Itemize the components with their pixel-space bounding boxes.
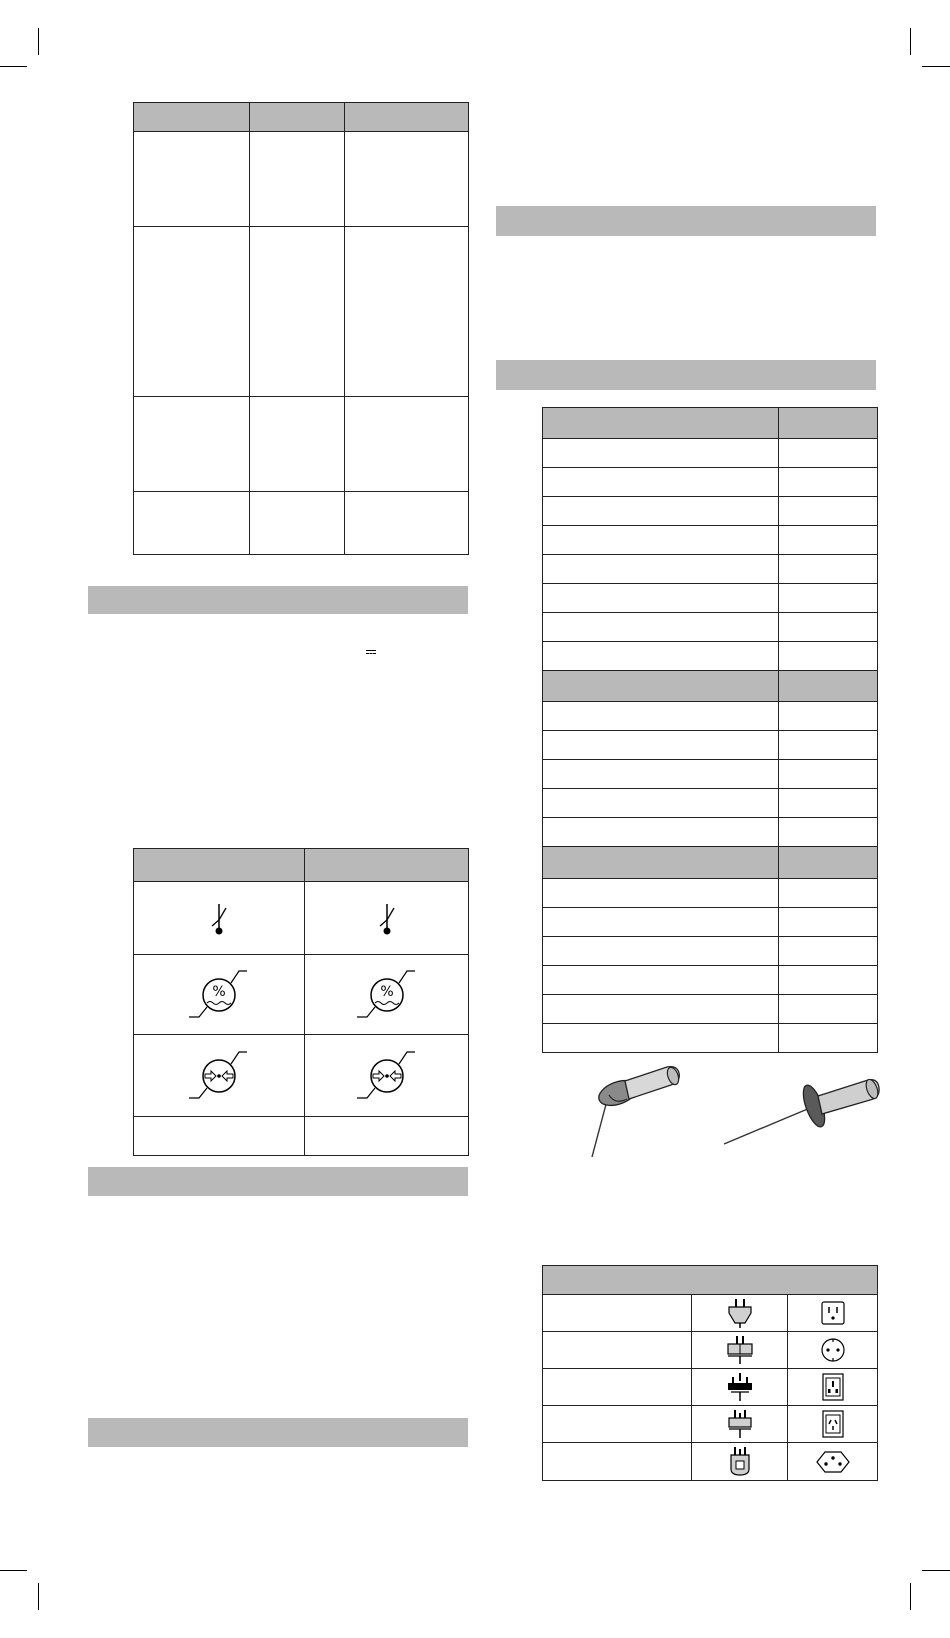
crop-mark xyxy=(922,1570,950,1571)
crop-mark xyxy=(0,1570,27,1571)
section-heading-band xyxy=(496,360,876,390)
table-row xyxy=(134,397,250,492)
spec-table-1 xyxy=(133,102,469,555)
table-row xyxy=(543,497,779,526)
plug-socket-table xyxy=(542,1265,878,1481)
table-row xyxy=(543,1295,692,1332)
svg-text:%: % xyxy=(212,983,226,1000)
section-heading-band xyxy=(88,1418,468,1447)
table-row xyxy=(543,760,779,789)
table-row xyxy=(543,526,779,555)
thermometer-probe-long xyxy=(722,1072,880,1147)
crop-mark xyxy=(910,1583,911,1610)
socket-type-g-icon xyxy=(820,1372,846,1402)
temperature-limit-icon xyxy=(199,898,239,938)
socket-type-c-icon xyxy=(819,1336,847,1364)
table-row xyxy=(134,882,305,955)
plug-type-g-icon xyxy=(725,1371,755,1403)
crop-mark xyxy=(38,1583,39,1610)
table-row xyxy=(543,1369,692,1406)
table-row xyxy=(543,1332,692,1369)
table-row xyxy=(543,1406,692,1443)
table-row xyxy=(134,227,250,397)
table-row xyxy=(543,731,779,760)
plug-type-i-icon xyxy=(725,1408,755,1440)
table-row xyxy=(543,789,779,818)
crop-mark xyxy=(910,28,911,55)
table-row xyxy=(543,468,779,497)
table-row xyxy=(543,1443,692,1481)
table-row xyxy=(543,584,779,613)
table-row xyxy=(543,702,779,731)
thermometer-probe-short xyxy=(585,1065,685,1160)
section-heading-band xyxy=(496,206,876,236)
table-row xyxy=(543,613,779,642)
pressure-limit-icon xyxy=(349,1048,425,1104)
parts-table xyxy=(542,407,878,1053)
humidity-limit-icon xyxy=(181,967,257,1023)
temperature-limit-icon xyxy=(367,898,407,938)
plug-type-c-icon xyxy=(725,1334,755,1366)
table-row xyxy=(543,879,779,908)
table-row xyxy=(543,908,779,937)
crop-mark xyxy=(38,28,39,55)
crop-mark xyxy=(0,66,27,67)
plug-socket-table-header xyxy=(543,1266,878,1295)
spec-table-1-header xyxy=(134,103,250,132)
socket-type-n-icon xyxy=(815,1449,851,1475)
plug-type-a-icon xyxy=(725,1297,755,1329)
table-row xyxy=(543,1024,779,1053)
table-row xyxy=(543,555,779,584)
table-row xyxy=(134,492,250,555)
socket-type-i-icon xyxy=(820,1409,846,1439)
direct-current-icon xyxy=(366,650,376,654)
socket-type-a-icon xyxy=(820,1300,846,1326)
section-heading-band xyxy=(88,1167,468,1196)
environment-table xyxy=(133,848,469,1156)
table-subheader xyxy=(543,671,779,702)
plug-type-n-icon xyxy=(725,1445,755,1479)
table-row xyxy=(543,439,779,468)
table-row xyxy=(543,995,779,1024)
crop-mark xyxy=(922,66,950,67)
svg-text:%: % xyxy=(379,983,394,1000)
table-row xyxy=(543,937,779,966)
section-heading-band xyxy=(88,586,468,614)
table-row xyxy=(543,818,779,847)
humidity-limit-icon xyxy=(349,967,425,1023)
table-row xyxy=(134,132,250,227)
pressure-limit-icon xyxy=(181,1048,257,1104)
table-subheader xyxy=(543,847,779,879)
table-row xyxy=(543,966,779,995)
table-row xyxy=(543,642,779,671)
